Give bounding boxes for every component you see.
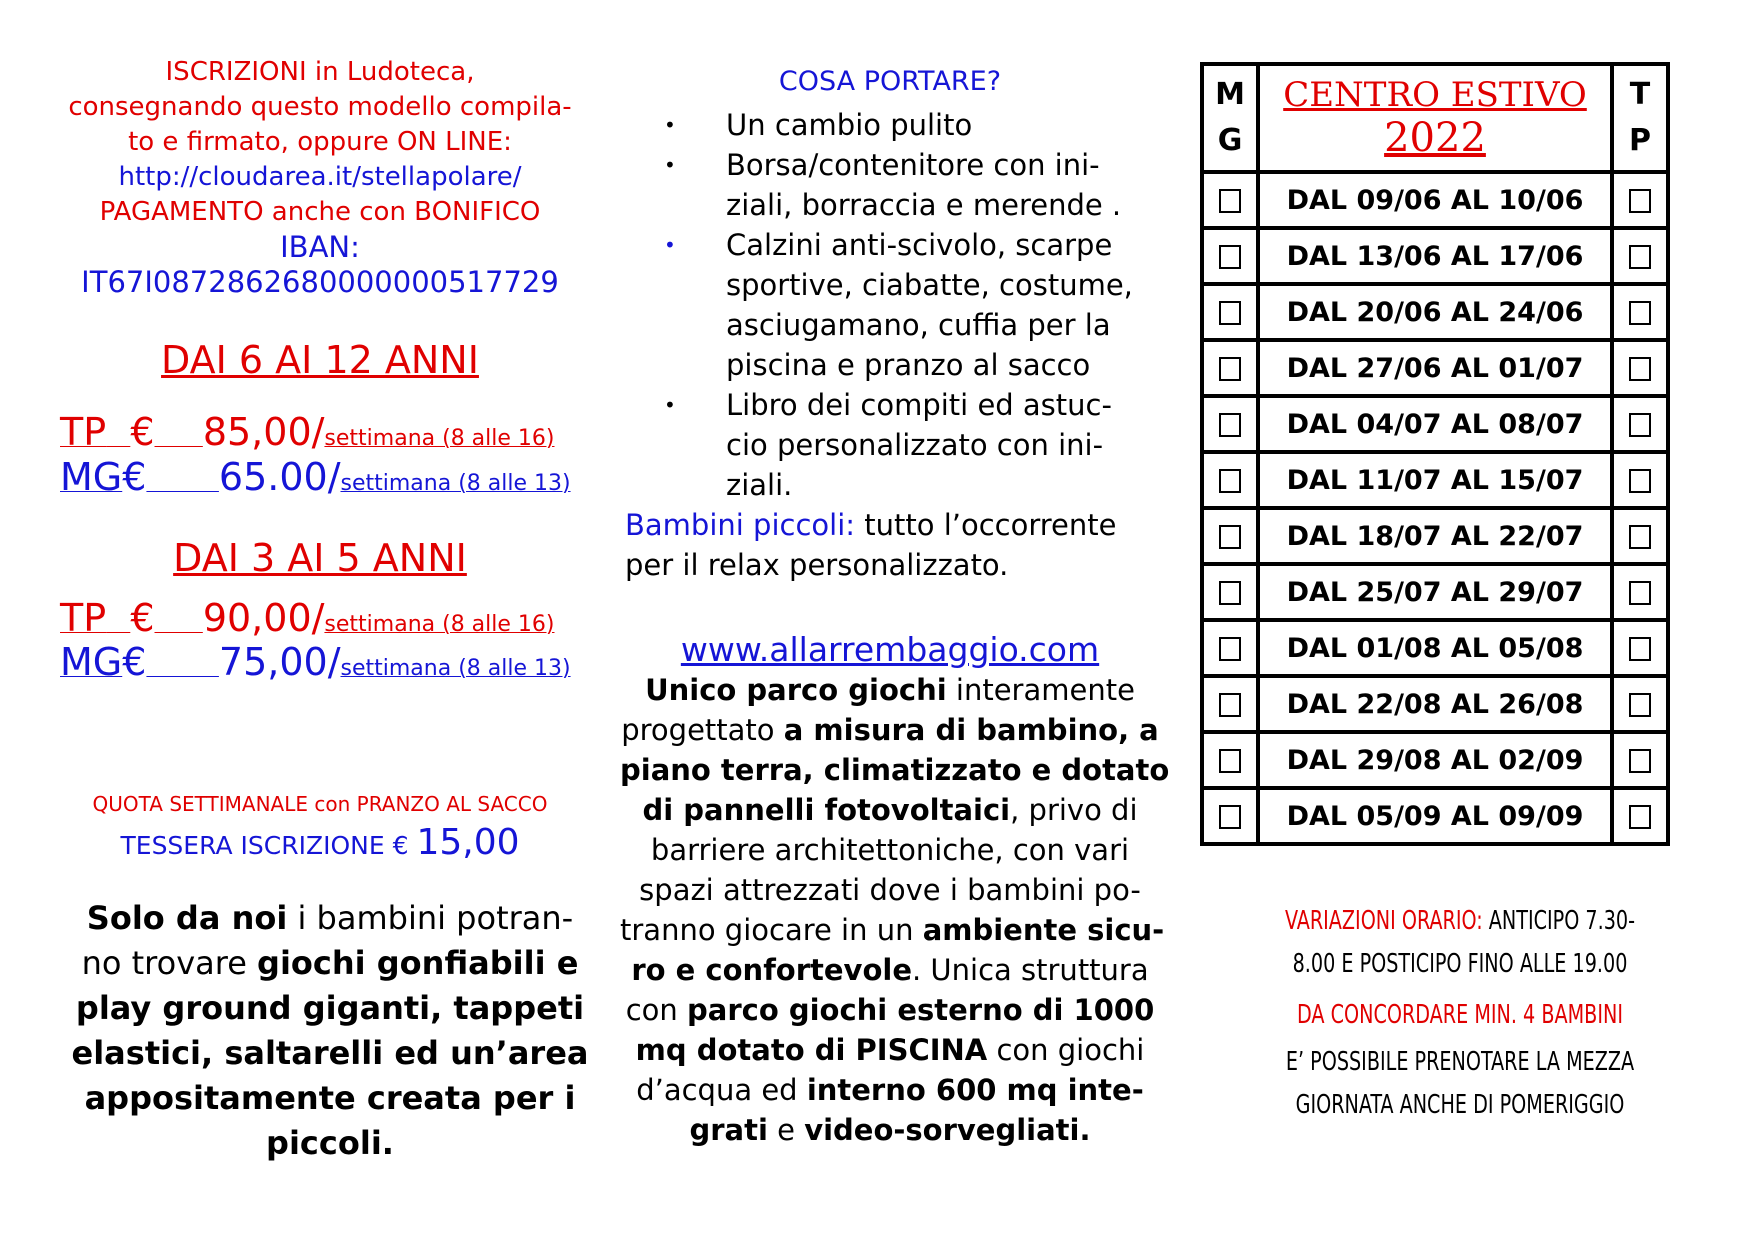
registration-line-3: to e firmato, oppure ON LINE: <box>128 127 512 157</box>
tp-column-header: T P <box>1612 64 1668 172</box>
tp-checkbox-cell[interactable] <box>1612 732 1668 788</box>
mg-checkbox[interactable] <box>1219 749 1241 773</box>
registration-info <box>40 55 600 300</box>
tp-checkbox-cell[interactable] <box>1612 172 1668 228</box>
registration-url[interactable]: http://cloudarea.it/stellapolare/ <box>118 162 522 192</box>
tp-checkbox[interactable] <box>1629 469 1651 493</box>
weekly-fee-note: QUOTA SETTIMANALE con PRANZO AL SACCO <box>92 792 548 816</box>
exclusive-offer-text: Solo da noi i bambini potran- no trovare giochi gonfiabili e play ground giganti, tappeti elastici, saltarelli ed un’area appositamente creata per i piccoli. <box>71 899 589 1162</box>
mg-checkbox-cell[interactable] <box>1202 172 1258 228</box>
mg-checkbox[interactable] <box>1219 413 1241 437</box>
schedule-title: CENTRO ESTIVO 2022 <box>1258 64 1612 172</box>
mg-checkbox-cell[interactable] <box>1202 340 1258 396</box>
website-link[interactable]: www.allarrembaggio.com <box>680 630 1100 669</box>
week-row <box>1202 172 1668 228</box>
week-dates: DAL 29/08 AL 02/09 <box>1258 732 1612 788</box>
mg-checkbox-cell[interactable] <box>1202 564 1258 620</box>
age-group-6-12-heading: DAI 6 AI 12 ANNI <box>161 338 479 382</box>
tp-checkbox[interactable] <box>1629 693 1651 717</box>
mg-checkbox[interactable] <box>1219 637 1241 661</box>
bullet-icon: • <box>664 113 676 137</box>
tp-checkbox-cell[interactable] <box>1612 676 1668 732</box>
tp-checkbox[interactable] <box>1629 637 1651 661</box>
mg-checkbox-cell[interactable] <box>1202 788 1258 844</box>
week-dates: DAL 05/09 AL 09/09 <box>1258 788 1612 844</box>
week-dates: DAL 01/08 AL 05/08 <box>1258 620 1612 676</box>
mg-checkbox-cell[interactable] <box>1202 284 1258 340</box>
list-item: • Un cambio pulito <box>620 105 1160 145</box>
week-row <box>1202 732 1668 788</box>
week-row <box>1202 788 1668 844</box>
tp-checkbox[interactable] <box>1629 301 1651 325</box>
tp-checkbox[interactable] <box>1629 245 1651 269</box>
mg-checkbox-cell[interactable] <box>1202 452 1258 508</box>
price-tp-6-12: TP € 85,00/settimana (8 alle 16) <box>60 410 555 454</box>
price-mg-6-12: MG€ 65.00/settimana (8 alle 13) <box>60 455 571 499</box>
week-row <box>1202 564 1668 620</box>
mg-checkbox-cell[interactable] <box>1202 508 1258 564</box>
tp-checkbox-cell[interactable] <box>1612 620 1668 676</box>
bullet-icon: • <box>664 233 676 257</box>
week-dates: DAL 27/06 AL 01/07 <box>1258 340 1612 396</box>
tp-checkbox-cell[interactable] <box>1612 788 1668 844</box>
mg-column-header: M G <box>1202 64 1258 172</box>
iban-label: IBAN: <box>280 230 360 264</box>
week-dates: DAL 13/06 AL 17/06 <box>1258 228 1612 284</box>
tp-checkbox-cell[interactable] <box>1612 508 1668 564</box>
age-group-3-5-heading: DAI 3 AI 5 ANNI <box>173 536 467 580</box>
small-children-note: Bambini piccoli: tutto l’occorrente per il relax personalizzato. <box>625 508 1117 582</box>
list-item: • Borsa/contenitore con ini- ziali, borraccia e merende . <box>620 145 1160 225</box>
price-tp-3-5: TP € 90,00/settimana (8 alle 16) <box>60 596 555 640</box>
tp-checkbox-cell[interactable] <box>1612 452 1668 508</box>
tp-checkbox[interactable] <box>1629 357 1651 381</box>
week-row <box>1202 620 1668 676</box>
mg-checkbox[interactable] <box>1219 525 1241 549</box>
week-dates: DAL 09/06 AL 10/06 <box>1258 172 1612 228</box>
tp-checkbox-cell[interactable] <box>1612 396 1668 452</box>
week-row <box>1202 676 1668 732</box>
tp-checkbox-cell[interactable] <box>1612 284 1668 340</box>
mg-checkbox[interactable] <box>1219 357 1241 381</box>
mg-checkbox-cell[interactable] <box>1202 396 1258 452</box>
schedule-notes: VARIAZIONI ORARIO: ANTICIPO 7.30- 8.00 E POSTICIPO FINO ALLE 19.00 DA CONCORDARE MIN. 4 BAMBINI E’ POSSIBILE PRENOTARE LA MEZZA GIORNATA ANCHE DI POMERIGGIO <box>1284 906 1636 1120</box>
week-dates: DAL 18/07 AL 22/07 <box>1258 508 1612 564</box>
list-item: • Libro dei compiti ed astuc- cio personalizzato con ini- ziali. <box>620 385 1160 505</box>
what-to-bring-heading: COSA PORTARE? <box>778 66 1002 97</box>
what-to-bring-list <box>620 105 1160 505</box>
registration-line-1: ISCRIZIONI in Ludoteca, <box>165 57 475 87</box>
mg-checkbox-cell[interactable] <box>1202 228 1258 284</box>
tp-checkbox[interactable] <box>1629 525 1651 549</box>
mg-checkbox[interactable] <box>1219 805 1241 829</box>
tp-checkbox-cell[interactable] <box>1612 564 1668 620</box>
tp-checkbox-cell[interactable] <box>1612 228 1668 284</box>
week-row <box>1202 396 1668 452</box>
registration-line-2: consegnando questo modello compila- <box>68 92 572 122</box>
week-row <box>1202 284 1668 340</box>
week-row <box>1202 508 1668 564</box>
list-item: • Calzini anti-scivolo, scarpe sportive, ciabatte, costume, asciugamano, cuffia per la piscina e pranzo al sacco <box>620 225 1160 385</box>
week-dates: DAL 11/07 AL 15/07 <box>1258 452 1612 508</box>
playground-description: Unico parco giochi interamente progettato a misura di bambino, a piano terra, climatizzato e dotato di pannelli fotovoltaici, privo di barriere architettoniche, con vari spazi attrezzati dove i bambini po- tranno giocare in un ambiente sicu- ro e confortevole. Unica struttura con parco giochi esterno di 1000 mq dotato di PISCINA con giochi d’acqua ed interno 600 mq inte- grati e video-sorvegliati. <box>620 673 1170 1147</box>
tp-checkbox[interactable] <box>1629 413 1651 437</box>
mg-checkbox[interactable] <box>1219 693 1241 717</box>
tp-checkbox[interactable] <box>1629 749 1651 773</box>
tp-checkbox[interactable] <box>1629 581 1651 605</box>
schedule-table <box>1200 62 1670 846</box>
week-dates: DAL 20/06 AL 24/06 <box>1258 284 1612 340</box>
schedule-header-row <box>1202 64 1668 172</box>
week-row <box>1202 340 1668 396</box>
bullet-icon: • <box>664 393 676 417</box>
iban-number: IT67I0872862680000000517729 <box>81 265 559 299</box>
mg-checkbox[interactable] <box>1219 469 1241 493</box>
tp-checkbox[interactable] <box>1629 805 1651 829</box>
mg-checkbox[interactable] <box>1219 581 1241 605</box>
bullet-icon: • <box>664 153 676 177</box>
tp-checkbox-cell[interactable] <box>1612 340 1668 396</box>
week-row <box>1202 228 1668 284</box>
week-dates: DAL 04/07 AL 08/07 <box>1258 396 1612 452</box>
week-dates: DAL 22/08 AL 26/08 <box>1258 676 1612 732</box>
mg-checkbox-cell[interactable] <box>1202 732 1258 788</box>
price-mg-3-5: MG€ 75,00/settimana (8 alle 13) <box>60 640 571 684</box>
week-dates: DAL 25/07 AL 29/07 <box>1258 564 1612 620</box>
mg-checkbox-cell[interactable] <box>1202 676 1258 732</box>
mg-checkbox[interactable] <box>1219 245 1241 269</box>
week-row <box>1202 452 1668 508</box>
mg-checkbox[interactable] <box>1219 301 1241 325</box>
membership-card-fee: TESSERA ISCRIZIONE € 15,00 <box>120 822 520 863</box>
mg-checkbox-cell[interactable] <box>1202 620 1258 676</box>
mg-checkbox[interactable] <box>1219 189 1241 213</box>
payment-info: PAGAMENTO anche con BONIFICO <box>99 197 541 227</box>
tp-checkbox[interactable] <box>1629 189 1651 213</box>
